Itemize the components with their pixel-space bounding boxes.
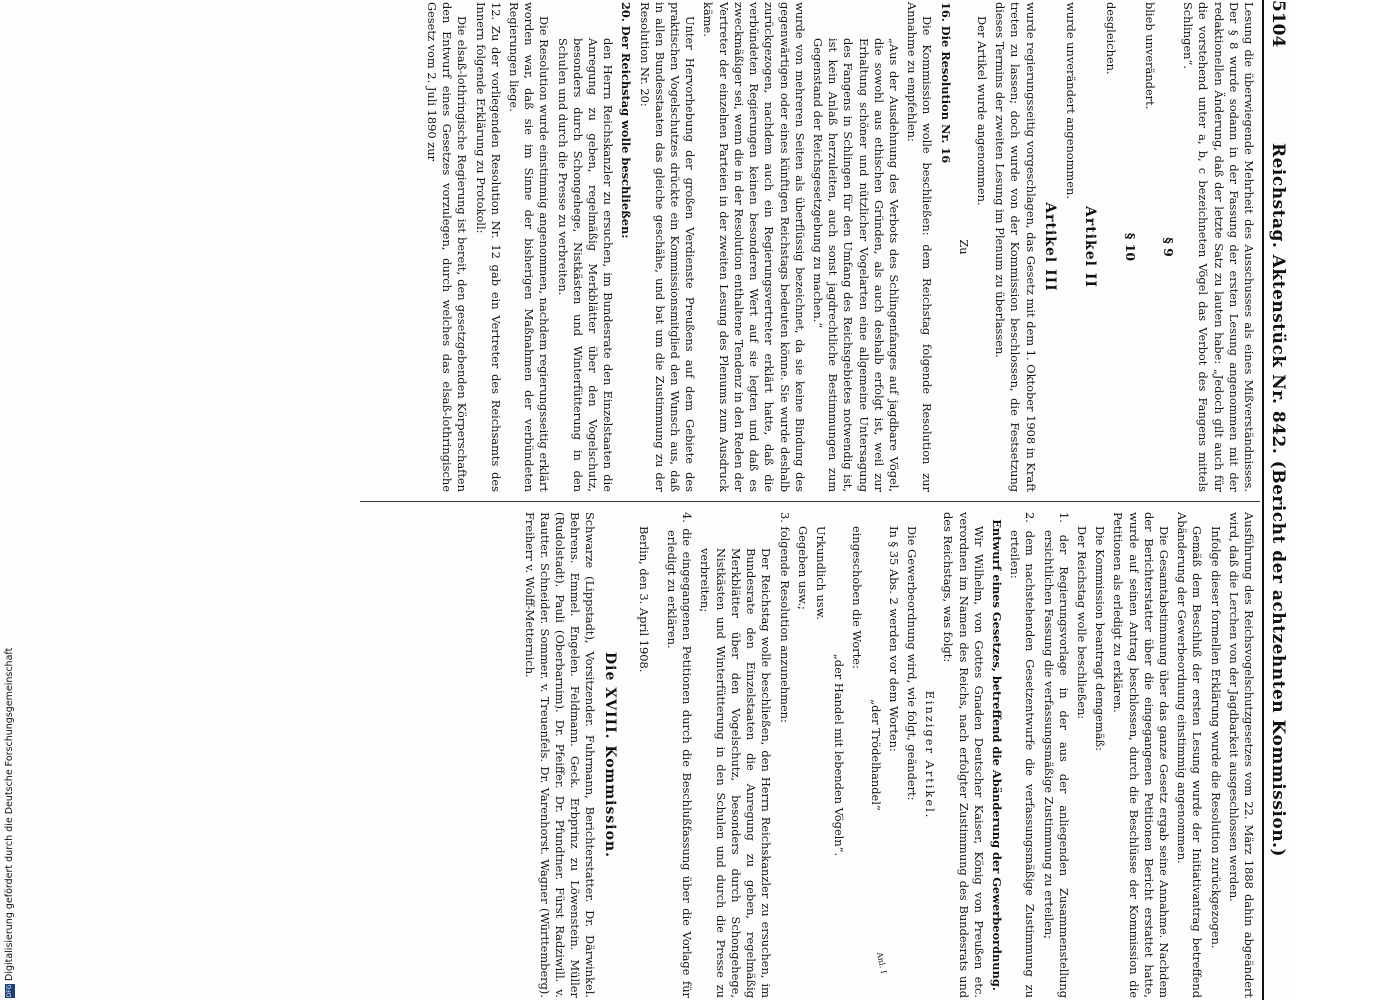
paragraph: Gegeben usw.; xyxy=(795,526,810,610)
paragraph: eingeschoben die Worte: xyxy=(850,526,865,669)
paragraph: Der Reichstag wolle beschließen: xyxy=(1074,526,1089,720)
paragraph: Urkundlich usw. xyxy=(813,526,828,620)
dfg-logo-icon: DFG xyxy=(5,984,13,998)
paragraph: wurde von mehreren Seiten als überflüssig bezeichnet, da sie keine Bindung des gegenwärtigen oder eines künftigen Reichstags bedeuten könne. Sie wurde deshalb zurückgezogen, nachdem auch ein Regierungsvertreter erklärt hatte, daß die verbündeten Regierungen keinen besonderen Wert auf sie legten und daß es zweckmäßiger sei, wenn die in der Resolution enthaltene Tendenz in den Reden der Vertreter der einzelnen Parteien in der zweiten Lesung des Plenums zum Ausdruck käme. xyxy=(701,2,807,492)
article-title: Artikel III xyxy=(1041,202,1058,292)
right-column xyxy=(518,512,1256,998)
paragraph: wurde unverändert angenommen. xyxy=(1063,2,1078,199)
page-number: 5104 xyxy=(1268,0,1288,48)
list-item: 3. folgende Resolution anzunehmen: xyxy=(777,512,792,723)
paragraph: blieb unverändert. xyxy=(1142,2,1157,110)
footer-credit xyxy=(4,648,15,998)
left-column xyxy=(421,2,1256,492)
resolution-heading: 20. Der Reichstag wolle beschließen: xyxy=(619,2,634,239)
paragraph: Lesung die überwiegende Mehrheit des Ausschusses als eines Mißverständnisses. Der § 8 wurde sodann in der Fassung der ersten Lesung angenommen mit der redaktionellen Änderung, daß der letzte Satz zu lauten habe: „Jedoch gilt auch für die vorstehend unter a, b, c bezeichneten Vögel das Verbot des Fangens mittels Schlingen“. xyxy=(1181,2,1256,492)
paragraph: Gemäß dem Beschluß der ersten Lesung wurde der Initiativantrag betreffend Abänderung der Gewerbeordnung einstimmig angenommen. xyxy=(1175,512,1205,998)
paragraph: Die Gesamtabstimmung über das ganze Gesetz ergab seine Annahme. Nachdem der Berichterstatter über die eingegangenen Petitionen Bericht erstattet hatte, wurde auf seinen Antrag beschlossen, durch die Beschlüsse der Kommission die Petitionen als erledigt zu erklären. xyxy=(1111,512,1171,998)
margin-note: Anl. I xyxy=(874,951,889,975)
paragraph: Wir Wilhelm, von Gottes Gnaden Deutscher Kaiser, König von Preußen etc. verordnen im Namen des Reichs, nach erfolgter Zustimmung des Bundesrats und des Reichstags, was folgt: xyxy=(941,512,986,998)
running-title: Reichstag. Aktenstück Nr. 842. (Bericht der achtzehnten Kommission.) xyxy=(1268,142,1288,858)
resolution-heading: 12. Zu der vorliegenden Resolution Nr. 12 gab ein Vertreter des Reichsamts des Innern folgende Erklärung zu Protokoll: xyxy=(473,2,503,492)
quote: „der Handel mit lebenden Vögeln“. xyxy=(832,653,847,857)
paragraph: Die Kommission wolle beschließen: dem Reichstag folgende Resolution zur Annahme zu empfehlen: xyxy=(905,2,935,492)
paragraph: Die Gewerbeordnung wird, wie folgt, geändert: xyxy=(904,526,919,801)
member-list: Schwarze (Lippstadt), Vorsitzender. Fuhrmann, Berichterstatter. Dr. Därwinkel. Behrens. Emmel. Engelen. Feldmann. Geck. Erbprinz zu Löwenstein. Müller (Rudolstadt). Pauli (Oberbarnim). Dr. Pfeiffer. Dr. Pfundtner. Fürst Radziwill. v. Rautter. Schneider. Sommer. v. Treuenfels. Dr. Varenhorst. Wagner (Württemberg). Freiherr v. Wolff-Metternich. xyxy=(522,512,598,998)
page-header xyxy=(1262,0,1290,1000)
commission-title: Die XVIII. Kommission. xyxy=(601,652,618,858)
article-label: Einziger Artikel. xyxy=(923,690,938,820)
paragraph: desgleichen. xyxy=(1104,2,1119,75)
resolution-text: den Herrn Reichskanzler zu ersuchen, im Bundesrate den Einzelstaaten die Anregung zu geben, regelmäßig Merkblätter über den Vogelschutz, besonders durch Schongehege, Nistkästen und Winterfütterung in den Schulen und durch die Presse zu verbreiten. xyxy=(555,38,616,492)
resolution-heading: 16. Die Resolution Nr. 16 xyxy=(938,2,953,164)
quote: „der Trödelhandel“ xyxy=(868,699,883,811)
article-title: Artikel II xyxy=(1082,206,1099,288)
draft-title: Entwurf eines Gesetzes, betreffend die Abänderung der Gewerbeordnung. xyxy=(989,519,1004,991)
paragraph: Ausführung des Reichsvogelschutzgesetzes vom 22. März 1888 dahin abgeändert wird, daß die Lerchen von der Jagdbarkeit ausgeschlossen werden. xyxy=(1226,512,1256,998)
paragraph: Die Resolution wurde einstimmig angenommen, nachdem regierungsseitig erklärt worden war, daß sie im Sinne der bisherigen Maßnahmen der verbündeten Regierungen liege. xyxy=(507,2,552,492)
paragraph: Die elsaß-lothringische Regierung ist bereit, den gesetzgebenden Körperschaften den Entwurf eines Gesetzes vorzulegen, durch welches das elsaß-lothringische Gesetz vom 2. Juli 1890 zur xyxy=(425,2,470,492)
paragraph: In § 35 Abs. 2 werden vor dem Worten: xyxy=(886,526,901,752)
section-title: § 10 xyxy=(1122,232,1138,262)
footer-credit-text: Digitalisierung gefördert durch die Deutsche Forschungsgemeinschaft xyxy=(4,647,15,981)
resolution-text: Der Reichstag wolle beschließen, den Herrn Reichskanzler zu ersuchen, im Bundesrate den Einzelstaaten die Anregung zu geben, regelmäßig Merkblätter über den Vogelschutz, besonders durch Schongehege, Nistkästen und Winterfütterung in den Schulen und durch die Presse zu verbreiten; xyxy=(698,548,774,998)
paragraph: Unter Hervorhebung der großen Verdienste Preußens auf dem Gebiete des praktischen Vogelschutzes drückte ein Kommissionsmitglied den Wunsch aus, daß in allen Bundesstaaten das gleiche geschähe, und bat um die Zustimmung zu der Resolution Nr. 20: xyxy=(637,2,698,492)
label: Zu xyxy=(956,239,971,255)
paragraph: Infolge dieser formellen Erklärung wurde die Resolution zurückgezogen. xyxy=(1208,526,1223,949)
date-line: Berlin, den 3. April 1908. xyxy=(636,526,651,673)
list-item: 4. die eingegangenen Petitionen durch die Beschlußfassung über die Vorlage für erledigt zu erklären. xyxy=(665,512,695,998)
section-title: § 9 xyxy=(1160,237,1176,257)
quote: „Aus der Ausdehnung des Verbots des Schlingenfanges auf jagdbare Vögel, die sowohl aus ethischen Gründen, als auch deshalb erfolgt ist, weil zur Erhaltung schöner und nützlicher Vogelarten eine allgemeine Untersagung des Fangens in Schlingen für den Umfang des Reichsgebietes notwendig ist, ist kein Anlaß herzuleiten, auch sonst jagdrechtliche Bestimmungen zum Gegenstand der Reichsgesetzgebung zu machen.“ xyxy=(810,38,901,492)
list-item: 2. dem nachstehenden Gesetzentwurfe die verfassungsmäßige Zustimmung zu erteilen: xyxy=(1008,512,1038,998)
column-divider xyxy=(360,501,1260,502)
paragraph: wurde regierungsseitig vorgeschlagen, das Gesetz mit dem 1. Oktober 1908 in Kraft treten zu lassen; doch wurde von der Kommission beschlossen, die Festsetzung dieses Termins der zweiten Lesung im Plenum zu überlassen. xyxy=(993,2,1038,492)
list-item: 1. der Regierungsvorlage in der aus der anliegenden Zusammenstellung ersichtlichen Fassung die verfassungsmäßige Zustimmung zu erteilen; xyxy=(1041,512,1071,998)
paragraph: Die Kommission beantragt demgemäß: xyxy=(1093,526,1108,751)
paragraph: Der Artikel wurde angenommen. xyxy=(974,16,989,206)
